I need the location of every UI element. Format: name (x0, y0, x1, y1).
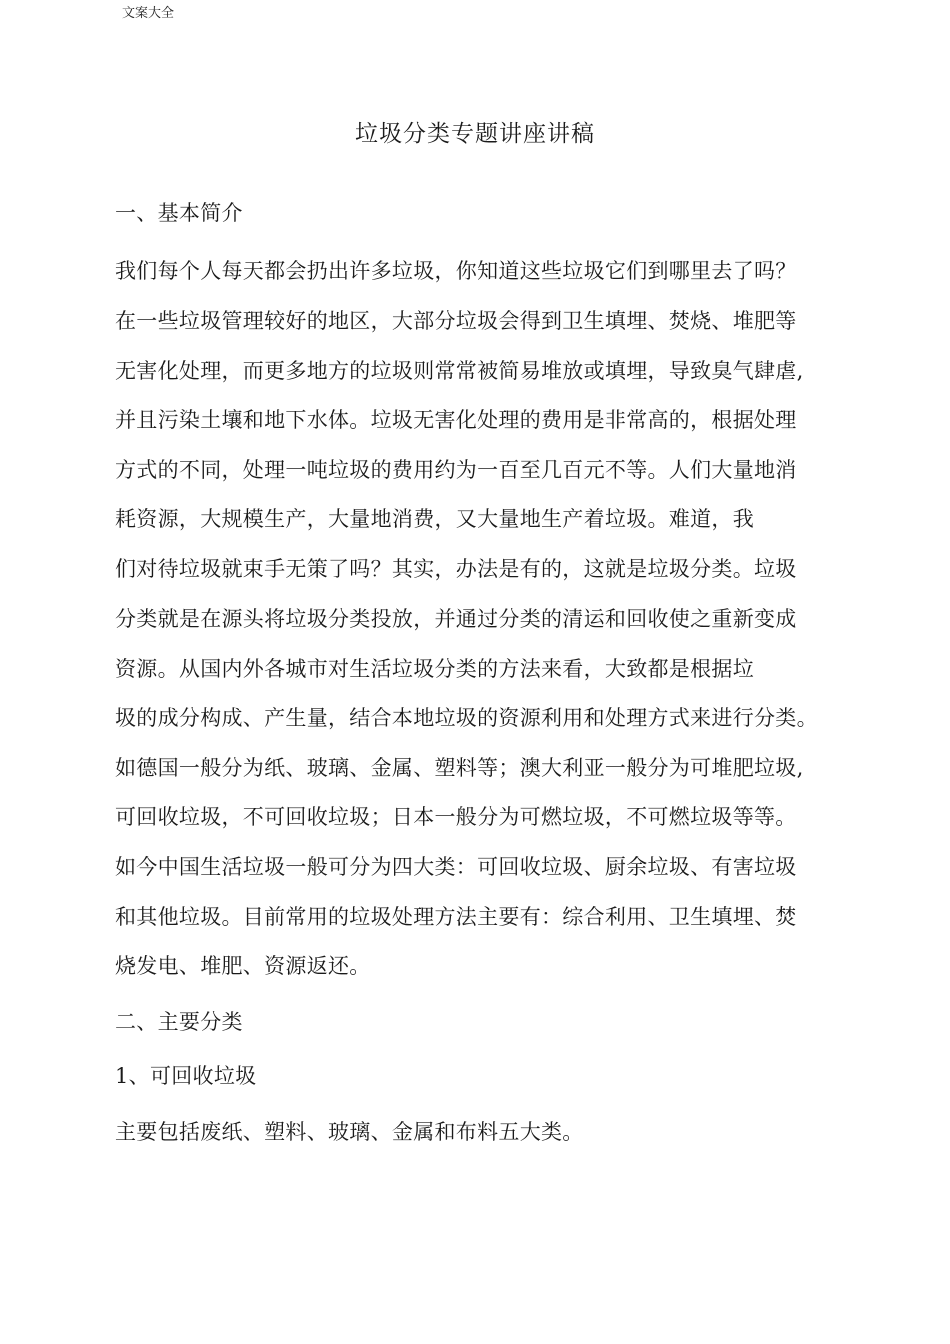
paragraph-line: 烧发电、堆肥、资源返还。 (115, 954, 371, 978)
paragraph-line: 如德国一般分为纸、玻璃、金属、塑料等；澳大利亚一般分为可堆肥垃圾, (115, 756, 804, 780)
paragraph-line: 圾的成分构成、产生量，结合本地垃圾的资源利用和处理方式来进行分类。 (115, 706, 818, 730)
paragraph-line: 们对待垃圾就束手无策了吗？其实，办法是有的，这就是垃圾分类。垃圾 (115, 557, 797, 581)
subsection-heading-recyclable: 1、可回收垃圾 (115, 1064, 257, 1088)
paragraph-line: 资源。从国内外各城市对生活垃圾分类的方法来看，大致都是根据垃 (115, 657, 754, 681)
paragraph-line: 如今中国生活垃圾一般可分为四大类：可回收垃圾、厨余垃圾、有害垃圾 (115, 855, 797, 879)
section-heading-main-categories: 二、主要分类 (115, 1010, 243, 1034)
paragraph-line: 耗资源，大规模生产，大量地消费，又大量地生产着垃圾。难道，我 (115, 507, 754, 531)
header-watermark: 文案大全 (122, 6, 175, 21)
section-heading-basic-intro: 一、基本简介 (115, 201, 243, 225)
paragraph-recyclable: 主要包括废纸、塑料、玻璃、金属和布料五大类。 (115, 1120, 584, 1144)
paragraph-line: 无害化处理，而更多地方的垃圾则常常被简易堆放或填埋，导致臭气肆虐, (115, 359, 804, 383)
paragraph-line: 并且污染土壤和地下水体。垃圾无害化处理的费用是非常高的，根据处理 (115, 408, 797, 432)
document-title: 垃圾分类专题讲座讲稿 (355, 121, 595, 147)
paragraph-line: 在一些垃圾管理较好的地区，大部分垃圾会得到卫生填埋、焚烧、堆肥等 (115, 309, 797, 333)
paragraph-line: 我们每个人每天都会扔出许多垃圾，你知道这些垃圾它们到哪里去了吗？ (115, 259, 797, 283)
paragraph-line: 方式的不同，处理一吨垃圾的费用约为一百至几百元不等。人们大量地消 (115, 458, 797, 482)
paragraph-line: 和其他垃圾。目前常用的垃圾处理方法主要有：综合利用、卫生填埋、焚 (115, 905, 797, 929)
paragraph-line: 分类就是在源头将垃圾分类投放，并通过分类的清运和回收使之重新变成 (115, 607, 797, 631)
paragraph-line: 可回收垃圾，不可回收垃圾；日本一般分为可燃垃圾，不可燃垃圾等等。 (115, 805, 797, 829)
